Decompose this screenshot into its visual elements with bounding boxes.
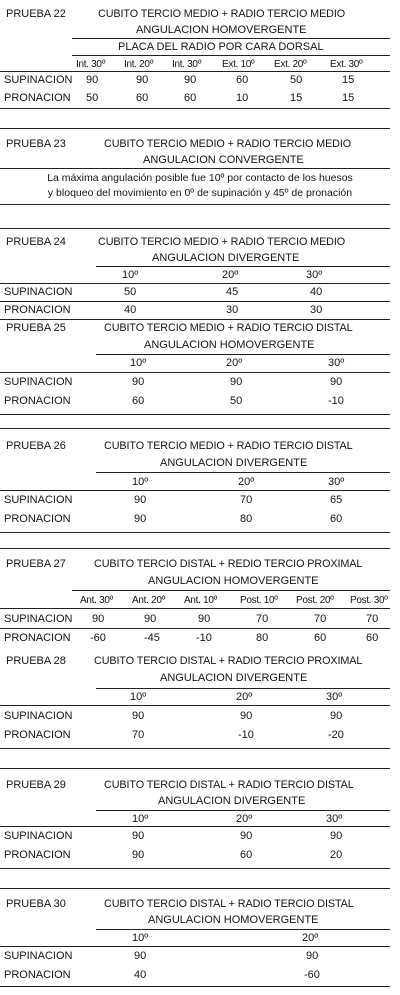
table-cell: 45 — [226, 286, 239, 298]
row-label: SUPINACION — [4, 494, 73, 506]
table-cell: 70 — [256, 613, 269, 625]
test-subtitle: ANGULACION DIVERGENTE — [160, 672, 308, 684]
column-header: Post. 10º — [240, 595, 278, 606]
table-cell: 30 — [310, 304, 323, 316]
divider — [0, 108, 390, 109]
test-label: PRUEBA 30 — [6, 898, 66, 910]
divider — [96, 810, 390, 811]
column-header: Int. 30º — [76, 59, 106, 70]
extra-header: PLACA DEL RADIO POR CARA DORSAL — [118, 41, 324, 53]
test-22 — [0, 0, 400, 112]
test-27 — [0, 548, 400, 648]
row-label: SUPINACION — [4, 830, 73, 842]
test-subtitle: ANGULACION HOMOVERGENTE — [144, 339, 315, 351]
column-header: Ext. 30º — [330, 59, 363, 70]
column-header: Post. 30º — [350, 595, 388, 606]
divider — [0, 608, 390, 609]
table-cell: 40 — [310, 286, 323, 298]
table-cell: 10 — [236, 92, 249, 104]
test-subtitle: ANGULACION HOMOVERGENTE — [148, 575, 319, 587]
table-cell: 90 — [330, 830, 343, 842]
test-title: CUBITO TERCIO MEDIO + RADIO TERCIO DISTAL — [104, 322, 353, 334]
table-cell: -10 — [238, 729, 254, 741]
test-title: CUBITO TERCIO MEDIO + RADIO TERCIO DISTAL — [104, 440, 353, 452]
divider — [96, 688, 390, 689]
table-cell: -10 — [328, 395, 344, 407]
test-label: PRUEBA 22 — [6, 8, 66, 20]
table-cell: 90 — [184, 74, 197, 86]
divider — [96, 354, 390, 355]
divider — [0, 768, 390, 769]
test-label: PRUEBA 23 — [6, 138, 66, 150]
table-cell: 90 — [306, 950, 319, 962]
row-label: PRONACION — [4, 513, 71, 525]
test-label: PRUEBA 28 — [6, 655, 66, 667]
test-subtitle: ANGULACION DIVERGENTE — [158, 795, 306, 807]
test-title: CUBITO TERCIO DISTAL + REDIO TERCIO PROXIMAL — [94, 558, 363, 570]
divider — [96, 929, 390, 930]
divider — [0, 283, 390, 284]
column-header: 20º — [236, 813, 253, 825]
table-cell: 60 — [136, 92, 149, 104]
divider — [0, 986, 390, 987]
column-header: Ant. 20º — [132, 595, 165, 606]
column-header: 10º — [130, 357, 147, 369]
column-header: Ext. 20º — [274, 59, 307, 70]
test-title: CUBITO TERCIO DISTAL + RADIO TERCIO DISTAL — [104, 898, 354, 910]
test-label: PRUEBA 26 — [6, 440, 66, 452]
divider — [0, 548, 390, 549]
row-label: PRONACION — [4, 92, 71, 104]
test-28 — [0, 648, 400, 758]
test-29 — [0, 768, 400, 874]
table-cell: 60 — [236, 74, 249, 86]
column-header: 20º — [236, 691, 253, 703]
column-header: Post. 20º — [296, 595, 334, 606]
table-cell: 90 — [330, 710, 343, 722]
test-label: PRUEBA 24 — [6, 236, 66, 248]
divider — [0, 128, 390, 129]
column-header: Int. 30º — [172, 59, 202, 70]
table-cell: 70 — [132, 729, 145, 741]
test-title: CUBITO TERCIO MEDIO + RADIO TERCIO MEDIO — [98, 236, 346, 248]
test-26 — [0, 428, 400, 538]
table-cell: 20 — [330, 849, 343, 861]
row-label: SUPINACION — [4, 710, 73, 722]
row-label: PRONACION — [4, 729, 71, 741]
divider — [72, 590, 390, 591]
table-cell: 15 — [342, 92, 355, 104]
divider — [96, 266, 390, 267]
table-cell: 60 — [366, 632, 379, 644]
column-header: 30º — [326, 691, 343, 703]
table-cell: 60 — [132, 395, 145, 407]
row-label: SUPINACION — [4, 376, 73, 388]
row-label: PRONACION — [4, 395, 71, 407]
table-cell: 40 — [124, 304, 137, 316]
divider — [0, 168, 390, 169]
test-title: CUBITO TERCIO MEDIO + RADIO TERCIO MEDIO — [98, 8, 346, 20]
column-header: 10º — [132, 476, 149, 488]
table-cell: 50 — [124, 286, 137, 298]
table-cell: 60 — [314, 632, 327, 644]
divider — [0, 490, 390, 491]
divider — [0, 301, 390, 302]
table-cell: 70 — [240, 494, 253, 506]
table-cell: 50 — [86, 92, 99, 104]
test-24 — [0, 228, 400, 320]
table-cell: 40 — [134, 969, 147, 981]
test-label: PRUEBA 27 — [6, 558, 66, 570]
table-cell: 70 — [314, 613, 327, 625]
table-cell: 90 — [144, 613, 157, 625]
test-30 — [0, 888, 400, 992]
table-cell: 80 — [256, 632, 269, 644]
divider — [0, 71, 390, 72]
table-cell: 90 — [330, 376, 343, 388]
table-cell: 65 — [330, 494, 343, 506]
divider — [0, 826, 390, 827]
table-cell: 90 — [136, 74, 149, 86]
table-cell: 90 — [230, 376, 243, 388]
note-line: La máxima angulación posible fue 10º por contacto de los huesos — [47, 172, 353, 184]
column-header: 20º — [222, 269, 239, 281]
divider — [0, 532, 390, 533]
row-label: PRONACION — [4, 849, 71, 861]
test-subtitle: ANGULACION CONVERGENTE — [143, 154, 304, 166]
table-cell: -60 — [90, 632, 106, 644]
test-title: CUBITO TERCIO MEDIO + RADIO TERCIO MEDIO — [104, 138, 352, 150]
table-cell: -60 — [304, 969, 320, 981]
test-subtitle: ANGULACION DIVERGENTE — [152, 252, 300, 264]
divider — [0, 414, 390, 415]
divider — [72, 55, 390, 56]
column-header: Ant. 10º — [184, 595, 217, 606]
table-cell: 90 — [132, 376, 145, 388]
divider — [0, 428, 390, 429]
divider — [0, 748, 390, 749]
table-cell: 90 — [240, 710, 253, 722]
column-header: 20º — [238, 476, 255, 488]
column-header: Ant. 30º — [80, 595, 113, 606]
divider — [96, 472, 390, 473]
column-header: 30º — [306, 269, 323, 281]
column-header: 10º — [132, 932, 149, 944]
test-subtitle: ANGULACION HOMOVERGENTE — [136, 24, 307, 36]
column-header: 30º — [328, 357, 345, 369]
divider — [0, 868, 390, 869]
divider — [72, 38, 390, 39]
row-label: SUPINACION — [4, 950, 73, 962]
table-cell: 60 — [330, 513, 343, 525]
table-cell: -20 — [328, 729, 344, 741]
column-header: Int. 20º — [124, 59, 154, 70]
divider — [0, 372, 390, 373]
test-subtitle: ANGULACION DIVERGENTE — [160, 457, 308, 469]
table-cell: 90 — [134, 950, 147, 962]
table-cell: 90 — [132, 830, 145, 842]
table-cell: 60 — [240, 849, 253, 861]
divider — [0, 204, 390, 205]
row-label: SUPINACION — [4, 74, 73, 86]
column-header: 20º — [226, 357, 243, 369]
test-subtitle: ANGULACION HOMOVERGENTE — [148, 914, 319, 926]
test-label: PRUEBA 25 — [6, 322, 66, 334]
table-cell: 15 — [290, 92, 303, 104]
column-header: 20º — [302, 932, 319, 944]
test-23 — [0, 128, 400, 212]
note-line: y bloqueo del movimiento en 0º de supinación y 45º de pronación — [47, 187, 353, 199]
table-cell: 90 — [198, 613, 211, 625]
test-label: PRUEBA 29 — [6, 779, 66, 791]
divider — [0, 888, 390, 889]
column-header: 10º — [132, 813, 149, 825]
table-cell: 90 — [132, 710, 145, 722]
divider — [0, 705, 390, 706]
test-25 — [0, 318, 400, 418]
row-label: PRONACION — [4, 969, 71, 981]
column-header: 10º — [122, 269, 139, 281]
table-cell: 50 — [290, 74, 303, 86]
test-title: CUBITO TERCIO DISTAL + RADIO TERCIO PROXIMAL — [94, 655, 363, 667]
divider — [0, 946, 390, 947]
table-cell: 90 — [92, 613, 105, 625]
table-cell: 15 — [342, 74, 355, 86]
column-header: 10º — [130, 691, 147, 703]
table-cell: 30 — [226, 304, 239, 316]
table-cell: -45 — [144, 632, 160, 644]
table-cell: 90 — [240, 830, 253, 842]
table-cell: 70 — [366, 613, 379, 625]
row-label: SUPINACION — [4, 286, 73, 298]
table-cell: 80 — [240, 513, 253, 525]
column-header: 30º — [326, 813, 343, 825]
table-cell: 90 — [86, 74, 99, 86]
row-label: PRONACION — [4, 304, 71, 316]
test-title: CUBITO TERCIO DISTAL + RADIO TERCIO DISTAL — [104, 779, 354, 791]
column-header: 30º — [328, 476, 345, 488]
row-label: SUPINACION — [4, 613, 73, 625]
table-cell: 90 — [134, 494, 147, 506]
table-cell: 90 — [134, 513, 147, 525]
table-cell: 60 — [184, 92, 197, 104]
row-label: PRONACION — [4, 632, 71, 644]
column-header: Ext. 10º — [222, 59, 255, 70]
table-cell: -10 — [196, 632, 212, 644]
table-cell: 50 — [230, 395, 243, 407]
divider — [0, 628, 390, 629]
table-cell: 90 — [132, 849, 145, 861]
divider — [0, 228, 390, 229]
